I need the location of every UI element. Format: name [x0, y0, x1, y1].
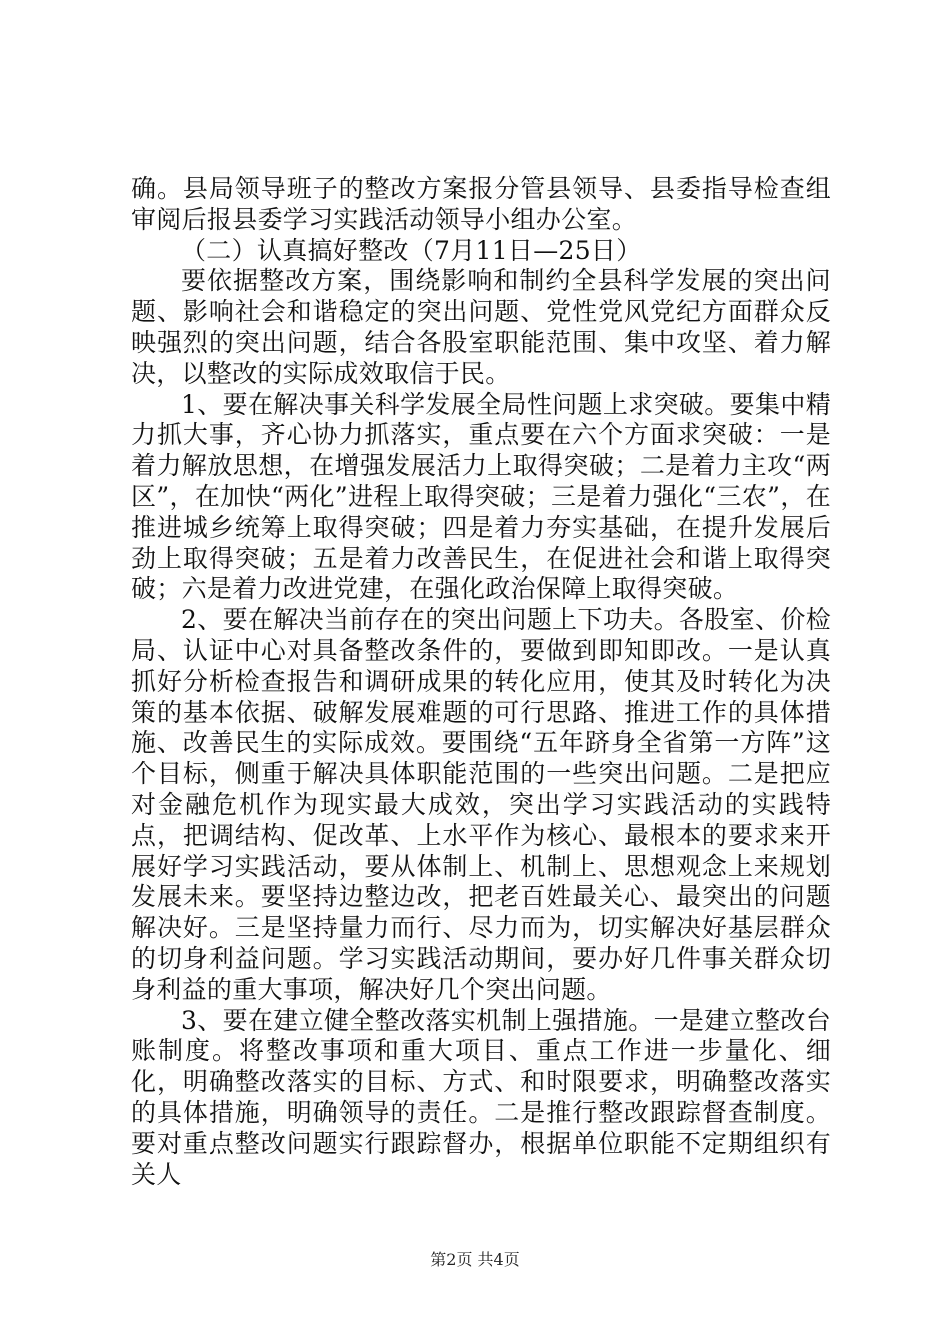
paragraph: 1、要在解决事关科学发展全局性问题上求突破。要集中精力抓大事，齐心协力抓落实，重点要在六个方面求突破：一是着力解放思想，在增强发展活力上取得突破；二是着力主攻“两区”，在加快“两化”进程上取得突破；三是着力强化“三农”，在推进城乡统筹上取得突破；四是着力夯实基础，在提升发展后劲上取得突破；五是着力改善民生，在促进社会和谐上取得突破；六是着力改进党建，在强化政治保障上取得突破。	[131, 389, 831, 604]
paragraph: 要依据整改方案，围绕影响和制约全县科学发展的突出问题、影响社会和谐稳定的突出问题、党性党风党纪方面群众反映强烈的突出问题，结合各股室职能范围、集中攻坚、着力解决，以整改的实际成效取信于民。	[131, 266, 831, 388]
document-body	[131, 174, 831, 1190]
page-footer: 第2页 共4页	[430, 1250, 520, 1269]
section-heading: （二）认真搞好整改（7月11日—25日）	[181, 235, 642, 265]
paragraph-continuation: 确。县局领导班子的整改方案报分管县领导、县委指导检查组审阅后报县委学习实践活动领导小组办公室。	[131, 174, 831, 234]
paragraph: 3、要在建立健全整改落实机制上强措施。一是建立整改台账制度。将整改事项和重大项目、重点工作进一步量化、细化，明确整改落实的目标、方式、和时限要求，明确整改落实的具体措施，明确领导的责任。二是推行整改跟踪督查制度。要对重点整改问题实行跟踪督办，根据单位职能不定期组织有关人	[131, 1005, 831, 1189]
paragraph: 2、要在解决当前存在的突出问题上下功夫。各股室、价检局、认证中心对具备整改条件的，要做到即知即改。一是认真抓好分析检查报告和调研成果的转化应用，使其及时转化为决策的基本依据、破解发展难题的可行思路、推进工作的具体措施、改善民生的实际成效。要围绕“五年跻身全省第一方阵”这个目标，侧重于解决具体职能范围的一些突出问题。二是把应对金融危机作为现实最大成效，突出学习实践活动的实践特点，把调结构、促改革、上水平作为核心、最根本的要求来开展好学习实践活动，要从体制上、机制上、思想观念上来规划发展未来。要坚持边整边改，把老百姓最关心、最突出的问题解决好。三是坚持量力而行、尽力而为，切实解决好基层群众的切身利益问题。学习实践活动期间，要办好几件事关群众切身利益的重大事项，解决好几个突出问题。	[131, 605, 831, 1004]
